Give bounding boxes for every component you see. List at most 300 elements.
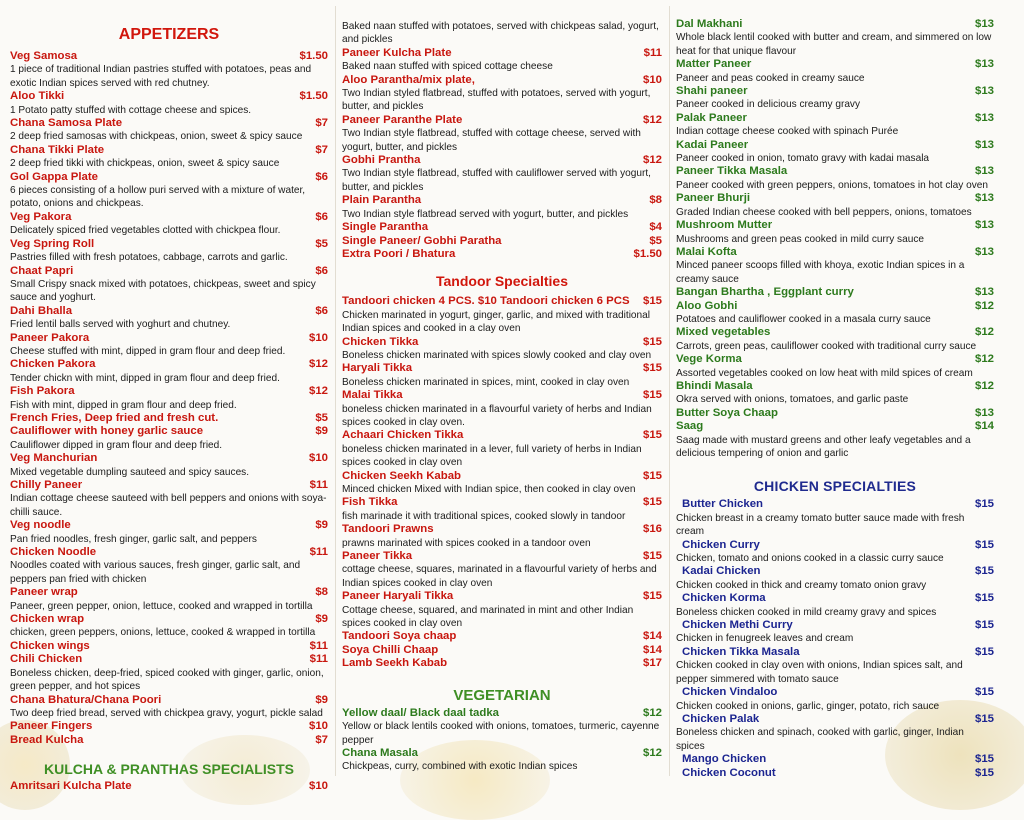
- menu-item-name: Palak Paneer: [676, 111, 747, 124]
- menu-item: [10, 385, 328, 412]
- menu-column-middle: [342, 0, 662, 774]
- chicken-list: [676, 498, 994, 780]
- menu-item-description: Boneless chicken marinated in spices, mint, cooked in clay oven: [342, 376, 630, 388]
- menu-item-header: [10, 358, 328, 371]
- menu-item-description: chicken, green peppers, onions, lettuce, cooked & wrapped in tortilla: [10, 627, 316, 639]
- menu-item: [10, 613, 328, 640]
- menu-item-price: $13: [974, 138, 994, 151]
- menu-item-header: [342, 523, 662, 536]
- menu-item-header: [10, 519, 328, 532]
- menu-item-name: Fish Tikka: [342, 496, 398, 509]
- menu-item-name: Tandoori chicken 4 PCS. $10 Tandoori chicken 6 PCS: [342, 295, 630, 308]
- menu-item: [10, 211, 328, 238]
- menu-item-name: Achaari Chicken Tikka: [342, 429, 464, 442]
- menu-item-price: $15: [974, 619, 994, 632]
- menu-item-header: [10, 238, 328, 251]
- menu-item-price: $13: [974, 165, 994, 178]
- menu-item-price: $12: [974, 353, 994, 366]
- menu-item-name: Malai Kofta: [676, 245, 737, 258]
- menu-item-price: $11: [309, 639, 328, 652]
- menu-item-name: Kadai Chicken: [682, 565, 761, 578]
- menu-item-name: Veg Pakora: [10, 210, 72, 223]
- menu-item-name: Chana Masala: [342, 746, 418, 759]
- menu-item-name: Chicken Tikka Masala: [682, 645, 800, 658]
- menu-item-name: Vege Korma: [676, 353, 742, 366]
- menu-item-name: Aloo Parantha/mix plate,: [342, 73, 475, 86]
- menu-item: [10, 358, 328, 385]
- menu-item: [10, 586, 328, 613]
- menu-item: [342, 362, 662, 389]
- menu-item: [676, 85, 994, 112]
- menu-item-price: $15: [642, 335, 662, 348]
- menu-item-price: $12: [974, 299, 994, 312]
- menu-item-price: $15: [642, 362, 662, 375]
- menu-item-description: Fried lentil balls served with yoghurt and chutney.: [10, 319, 231, 331]
- menu-item-name: Extra Poori / Bhatura: [342, 247, 456, 260]
- menu-item-price: $4: [649, 221, 662, 234]
- menu-item-header: [676, 592, 994, 605]
- menu-item-price: $14: [642, 630, 662, 643]
- menu-item-name: Matter Paneer: [676, 58, 752, 71]
- menu-item: [10, 780, 328, 793]
- menu-item-name: Paneer Bhurji: [676, 192, 751, 205]
- menu-item-description: Chicken cooked in onions, garlic, ginger, potato, rich sauce: [676, 700, 940, 712]
- menu-item-name: Bread Kulcha: [10, 733, 84, 746]
- menu-item: [676, 286, 994, 299]
- menu-item: [10, 546, 328, 586]
- menu-item-price: $15: [974, 645, 994, 658]
- menu-item-name: Gobhi Prantha: [342, 154, 421, 167]
- menu-item: [10, 412, 328, 425]
- section-title-kulcha: KULCHA & PRANTHAS SPECIALISTS: [44, 761, 294, 778]
- menu-item-description: Baked naan stuffed with potatoes, served with chickpeas salad, yogurt, and pickles: [342, 21, 659, 46]
- menu-item-header: [676, 300, 994, 313]
- breads-list: [342, 20, 662, 261]
- menu-item-price: $5: [649, 234, 662, 247]
- menu-item-name: Shahi paneer: [676, 85, 748, 98]
- tandoor-list: [342, 295, 662, 670]
- menu-item-name: Chicken Curry: [682, 538, 760, 551]
- menu-item-name: Malai Tikka: [342, 389, 403, 402]
- menu-item-price: $10: [308, 780, 328, 793]
- menu-item-name: Mango Chicken: [682, 753, 767, 766]
- menu-item-price: $9: [315, 425, 328, 438]
- menu-item-price: $12: [642, 706, 662, 719]
- menu-item-name: Chana Samosa Plate: [10, 117, 123, 130]
- menu-item-description: Indian cottage cheese sauteed with bell peppers and onions with soya-chilli sauce.: [10, 493, 327, 518]
- menu-item-description: Paneer, green pepper, onion, lettuce, cooked and wrapped in tortilla: [10, 600, 313, 612]
- menu-item: [676, 753, 994, 766]
- menu-item-name: Paneer Tikka: [342, 550, 413, 563]
- menu-item-description: fish marinade it with traditional spices, cooked slowly in tandoor: [342, 510, 626, 522]
- menu-item-name: Chana Tikki Plate: [10, 143, 105, 156]
- menu-item-name: Butter Soya Chaap: [676, 406, 778, 419]
- menu-item: [342, 295, 662, 335]
- menu-item-description: Tender chickn with mint, dipped in gram flour and deep fried.: [10, 372, 280, 384]
- menu-item-description: Pastries filled with fresh potatoes, cabbage, carrots and garlic.: [10, 252, 288, 264]
- menu-item-name: Chicken Methi Curry: [682, 619, 793, 632]
- menu-item-header: [10, 546, 328, 559]
- menu-item: [676, 18, 994, 58]
- menu-item-header: [342, 336, 662, 349]
- menu-item-header: [10, 332, 328, 345]
- menu-item: [10, 265, 328, 305]
- menu-item-header: [342, 389, 662, 402]
- menu-item-header: [10, 211, 328, 224]
- menu-item-name: Chicken Seekh Kabab: [342, 469, 462, 482]
- menu-item-description: 1 Potato patty stuffed with cottage cheese and spices.: [10, 104, 252, 116]
- menu-item-price: $15: [974, 712, 994, 725]
- menu-item-price: $11: [309, 546, 328, 559]
- menu-item-description: boneless chicken marinated in a lever, full variety of herbs in Indian spices cooked in clay oven: [342, 443, 642, 469]
- menu-item-name: Chilly Paneer: [10, 479, 83, 491]
- menu-item: [342, 470, 662, 497]
- menu-item-header: [342, 221, 662, 234]
- menu-item-price: $11: [643, 46, 662, 59]
- menu-item-header: [676, 420, 994, 433]
- menu-item-description: Boneless chicken marinated with spices slowly cooked and clay oven: [342, 349, 652, 361]
- menu-item-name: Bangan Bhartha , Eggplant curry: [676, 286, 854, 299]
- menu-item-description: Delicately spiced fried vegetables clotted with chickpea flour.: [10, 225, 281, 237]
- menu-item: [342, 747, 662, 774]
- menu-item-description: Boneless chicken and spinach, cooked with garlic, ginger, Indian spices: [676, 727, 964, 752]
- menu-item: [676, 498, 994, 538]
- menu-item-header: [676, 326, 994, 339]
- menu-item-header: [676, 498, 994, 511]
- menu-item-price: $15: [642, 389, 662, 402]
- menu-item-name: Butter Chicken: [682, 498, 764, 511]
- menu-item: [342, 523, 662, 550]
- menu-item-description: Cheese stuffed with mint, dipped in gram flour and deep fried.: [10, 345, 286, 357]
- menu-item-description: 2 deep fried tikki with chickpeas, onion, sweet & spicy sauce: [10, 158, 280, 170]
- menu-item-header: [676, 380, 994, 393]
- menu-item-description: Mixed vegetable dumpling sauteed and spicy sauces.: [10, 466, 250, 478]
- menu-item-description: Chicken cooked in thick and creamy tomato onion gravy: [676, 579, 927, 591]
- menu-item-description: Saag made with mustard greens and other leafy vegetables and a delicious tempering of onion and garlic: [676, 434, 971, 459]
- menu-item-name: Plain Parantha: [342, 194, 422, 207]
- menu-item: [676, 219, 994, 246]
- menu-item-header: [342, 707, 662, 720]
- menu-item: [342, 590, 662, 630]
- menu-item-header: [10, 90, 328, 103]
- menu-item-price: $15: [974, 766, 994, 779]
- menu-item-description: Pan fried noodles, fresh ginger, garlic salt, and peppers: [10, 533, 257, 545]
- menu-item: [676, 686, 994, 713]
- menu-item-price: $15: [642, 496, 662, 509]
- menu-item: [10, 653, 328, 693]
- menu-item-price: $15: [974, 565, 994, 578]
- menu-item-header: [10, 720, 328, 733]
- menu-item-header: [10, 265, 328, 278]
- menu-item-name: Kadai Paneer: [676, 138, 749, 151]
- menu-item: [676, 407, 994, 420]
- menu-item: [676, 767, 994, 780]
- menu-item-price: $1.50: [299, 90, 328, 103]
- menu-item: [342, 114, 662, 154]
- menu-item-header: [10, 452, 328, 465]
- menu-item-description: Paneer cooked in delicious creamy gravy: [676, 99, 861, 111]
- menu-item-header: [676, 112, 994, 125]
- menu-item-description: Carrots, green peas, cauliflower cooked with traditional curry sauce: [676, 340, 977, 352]
- menu-item-name: Chicken Tikka: [342, 335, 419, 348]
- menu-item: [10, 425, 328, 452]
- menu-item-price: $15: [974, 538, 994, 551]
- menu-item: [10, 640, 328, 653]
- menu-item-price: $12: [308, 358, 328, 371]
- menu-item: [10, 50, 328, 90]
- menu-item-description: Chicken cooked in clay oven with onions, Indian spices salt, and pepper simmered with tomato sauce: [676, 660, 963, 685]
- menu-item-name: Amritsari Kulcha Plate: [10, 780, 132, 793]
- vegetarian-list-continued: [676, 18, 994, 460]
- menu-item-description: Two Indian style flatbread, stuffed with cauliflower served with yogurt, butter, and pickles: [342, 168, 651, 193]
- menu-item-description: Chicken marinated in yogurt, ginger, garlic, and mixed with traditional Indian spices and cooked in a clay oven: [342, 309, 651, 335]
- menu-item-name: Yellow daal/ Black daal tadka: [342, 706, 500, 719]
- menu-item: [342, 657, 662, 670]
- menu-item-header: [342, 747, 662, 760]
- menu-item: [676, 139, 994, 166]
- menu-item-price: $6: [315, 264, 328, 277]
- menu-item: [676, 713, 994, 753]
- menu-item: [342, 496, 662, 523]
- menu-item-description: Minced chicken Mixed with Indian spice, then cooked in clay oven: [342, 484, 636, 495]
- menu-item-header: [342, 550, 662, 563]
- menu-item-header: [342, 194, 662, 207]
- menu-item-header: [676, 139, 994, 152]
- appetizers-list: [10, 50, 328, 747]
- menu-item-header: [342, 657, 662, 670]
- menu-item: [10, 171, 328, 211]
- menu-item-header: [676, 58, 994, 71]
- menu-item-name: Lamb Seekh Kabab: [342, 657, 448, 670]
- menu-item-name: Veg Manchurian: [10, 452, 98, 465]
- menu-item-header: [10, 171, 328, 184]
- menu-item: [342, 235, 662, 248]
- menu-item-header: [10, 50, 328, 63]
- menu-item-header: [10, 653, 328, 666]
- menu-item: [342, 248, 662, 261]
- menu-item-price: $11: [309, 479, 328, 491]
- menu-item-description: Two Indian styled flatbread, stuffed with potatoes, served with yogurt, butter, and pickles: [342, 88, 651, 113]
- menu-item-header: [342, 470, 662, 483]
- menu-item-price: $13: [974, 219, 994, 232]
- menu-item-name: Tandoori Prawns: [342, 523, 434, 536]
- menu-item: [676, 112, 994, 139]
- menu-item: [676, 165, 994, 192]
- menu-item-header: [676, 767, 994, 780]
- menu-item: [342, 194, 662, 221]
- menu-item-description: Whole black lentil cooked with butter and cream, and simmered on low heat for that unique flavour: [676, 32, 992, 57]
- menu-item-name: Haryali Tikka: [342, 362, 413, 375]
- menu-item-name: Veg noodle: [10, 519, 71, 532]
- menu-item: [342, 74, 662, 114]
- menu-item-name: Paneer Fingers: [10, 720, 93, 733]
- menu-item-header: [676, 646, 994, 659]
- menu-item-header: [676, 85, 994, 98]
- menu-item-name: Bhindi Masala: [676, 379, 753, 392]
- menu-item: [676, 58, 994, 85]
- kulcha-list: [10, 780, 328, 793]
- menu-item-price: $13: [974, 286, 994, 299]
- menu-item-description: Two Indian style flatbread served with yogurt, butter, and pickles: [342, 208, 629, 220]
- menu-item-price: $7: [315, 143, 328, 156]
- menu-item-description: Chicken, tomato and onions cooked in a classic curry sauce: [676, 553, 944, 565]
- menu-item-price: $12: [974, 379, 994, 392]
- menu-item-price: $14: [974, 420, 994, 433]
- menu-item-price: $12: [642, 154, 662, 167]
- menu-item: [676, 592, 994, 619]
- menu-item-name: Aloo Tikki: [10, 90, 65, 103]
- menu-item: [676, 539, 994, 566]
- menu-item: [342, 630, 662, 643]
- menu-item: [676, 192, 994, 219]
- menu-item-price: $13: [974, 406, 994, 419]
- menu-item-price: $12: [974, 326, 994, 339]
- menu-item-description: Boneless chicken, deep-fried, spiced cooked with ginger, garlic, onion, green pepper, and hot spices: [10, 667, 324, 693]
- menu-item-header: [10, 117, 328, 130]
- menu-item-description: Small Crispy snack mixed with potatoes, chickpeas, sweet and spicy sauce and yoghurt.: [10, 278, 316, 304]
- menu-item-description: Indian cottage cheese cooked with spinach Purée: [676, 126, 899, 138]
- menu-item: [10, 332, 328, 359]
- section-title-tandoor: Tandoor Specialties: [436, 273, 568, 290]
- menu-item-price: $1.50: [633, 247, 662, 260]
- menu-item-header: [10, 412, 328, 425]
- menu-item-header: [676, 165, 994, 178]
- menu-item-price: $10: [308, 720, 328, 733]
- menu-item-header: [676, 753, 994, 766]
- menu-item-price: $12: [642, 746, 662, 759]
- menu-item: [342, 336, 662, 363]
- menu-item: [676, 246, 994, 286]
- menu-item-header: [676, 565, 994, 578]
- menu-item-price: $13: [974, 111, 994, 124]
- menu-item-header: [342, 644, 662, 657]
- menu-item-header: [10, 734, 328, 747]
- menu-item-price: $16: [642, 523, 662, 536]
- menu-item-price: $1.50: [299, 50, 328, 62]
- menu-item-price: $15: [974, 753, 994, 766]
- menu-item-header: [342, 235, 662, 248]
- menu-item-name: Saag: [676, 420, 704, 433]
- menu-item: [676, 646, 994, 686]
- menu-item-description: 6 pieces consisting of a hollow puri served with a mixture of water, potato, onions and chickpeas.: [10, 185, 306, 210]
- menu-item-description: 1 piece of traditional Indian pastries stuffed with potatoes, peas and exotic Indian spices served with red chutney.: [10, 64, 312, 89]
- menu-item-header: [10, 305, 328, 318]
- menu-item-description: Paneer cooked in onion, tomato gravy with kadai masala: [676, 153, 930, 165]
- menu-item-header: [10, 586, 328, 599]
- menu-item: [342, 47, 662, 74]
- menu-item-description: boneless chicken marinated in a flavourful variety of herbs and Indian spices cooked in clay oven.: [342, 403, 652, 428]
- menu-item-header: [10, 780, 328, 793]
- menu-item-header: [676, 686, 994, 699]
- menu-item-header: [676, 286, 994, 299]
- menu-item-name: Paneer Paranthe Plate: [342, 113, 463, 126]
- menu-item-description: Two Indian style flatbread, stuffed with cottage cheese, served with yogurt, butter, and pickles: [342, 128, 641, 153]
- menu-item-price: $13: [974, 18, 994, 30]
- menu-item-price: $17: [642, 657, 662, 670]
- menu-item-description: prawns marinated with spices cooked in a tandoor oven: [342, 537, 591, 549]
- menu-item-name: Chana Bhatura/Chana Poori: [10, 693, 162, 706]
- menu-item-header: [10, 613, 328, 626]
- menu-item-price: $14: [642, 643, 662, 656]
- vegetarian-list: [342, 707, 662, 774]
- menu-item-price: $7: [315, 117, 328, 130]
- menu-item-name: Dal Makhani: [676, 18, 743, 30]
- menu-item-name: Dahi Bhalla: [10, 304, 73, 317]
- menu-item-header: [676, 246, 994, 259]
- menu-item: [342, 389, 662, 429]
- menu-item: [342, 429, 662, 469]
- menu-column-right: [676, 0, 994, 780]
- menu-item-name: Mushroom Mutter: [676, 219, 773, 232]
- menu-item: [676, 420, 994, 460]
- menu-item-description: Assorted vegetables cooked on low heat with mild spices of cream: [676, 367, 973, 379]
- menu-item: [676, 326, 994, 353]
- menu-item-name: Chicken Noodle: [10, 546, 97, 559]
- menu-item-price: $12: [308, 385, 328, 398]
- menu-item-name: Paneer Tikka Masala: [676, 165, 788, 178]
- menu-item-name: Paneer wrap: [10, 586, 78, 599]
- menu-item: [10, 238, 328, 265]
- menu-item-header: [10, 694, 328, 707]
- menu-item-name: Chaat Papri: [10, 264, 74, 277]
- menu-item-description: Paneer and peas cooked in creamy sauce: [676, 72, 865, 84]
- menu-item-price: $9: [315, 613, 328, 626]
- menu-item-name: Chicken Coconut: [682, 766, 776, 779]
- menu-item-header: [10, 479, 328, 492]
- menu-item: [10, 117, 328, 144]
- menu-item: [10, 694, 328, 721]
- menu-item-name: Gol Gappa Plate: [10, 170, 98, 183]
- menu-item: [342, 707, 662, 747]
- menu-item-name: Soya Chilli Chaap: [342, 643, 439, 656]
- menu-item: [676, 300, 994, 327]
- menu-item-name: French Fries, Deep fried and fresh cut.: [10, 411, 219, 424]
- menu-item-price: $13: [974, 85, 994, 98]
- menu-item-price: $15: [642, 590, 662, 603]
- menu-item: [676, 565, 994, 592]
- menu-item: [342, 20, 662, 47]
- menu-item-name: Chicken wrap: [10, 613, 85, 626]
- menu-item-description: Chickpeas, curry, combined with exotic Indian spices: [342, 761, 578, 773]
- menu-item-name: Single Parantha: [342, 221, 429, 234]
- menu-item-description: Mushrooms and green peas cooked in mild curry sauce: [676, 233, 924, 245]
- menu-item-price: $6: [315, 170, 328, 183]
- menu-item-header: [10, 144, 328, 157]
- menu-item-header: [676, 353, 994, 366]
- menu-item-name: Chicken wings: [10, 639, 90, 652]
- section-title-chicken: CHICKEN SPECIALTIES: [753, 478, 917, 495]
- menu-item-header: [342, 154, 662, 167]
- menu-item-price: $7: [315, 733, 328, 746]
- menu-item: [676, 353, 994, 380]
- menu-item-description: Boneless chicken cooked in mild creamy gravy and spices: [676, 606, 937, 618]
- menu-item-header: [342, 114, 662, 127]
- menu-item-price: $10: [308, 331, 328, 344]
- menu-item-description: Okra served with onions, tomatoes, and garlic paste: [676, 394, 909, 406]
- menu-item-price: $13: [974, 192, 994, 205]
- menu-item-description: Yellow or black lentils cooked with onions, tomatoes, turmeric, cayenne pepper: [342, 721, 660, 746]
- menu-item-header: [342, 496, 662, 509]
- menu-item-name: Chicken Korma: [682, 592, 766, 605]
- menu-item: [10, 452, 328, 479]
- menu-item-header: [10, 385, 328, 398]
- menu-item-price: $8: [649, 194, 662, 207]
- menu-item-description: Potatoes and cauliflower cooked in a masala curry sauce: [676, 313, 931, 325]
- menu-item-description: cottage cheese, squares, marinated in a flavourful variety of herbs and Indian spices cooked in clay oven: [342, 564, 657, 589]
- section-title-vegetarian: VEGETARIAN: [453, 686, 551, 704]
- menu-item: [676, 380, 994, 407]
- section-title-appetizers: APPETIZERS: [118, 26, 220, 43]
